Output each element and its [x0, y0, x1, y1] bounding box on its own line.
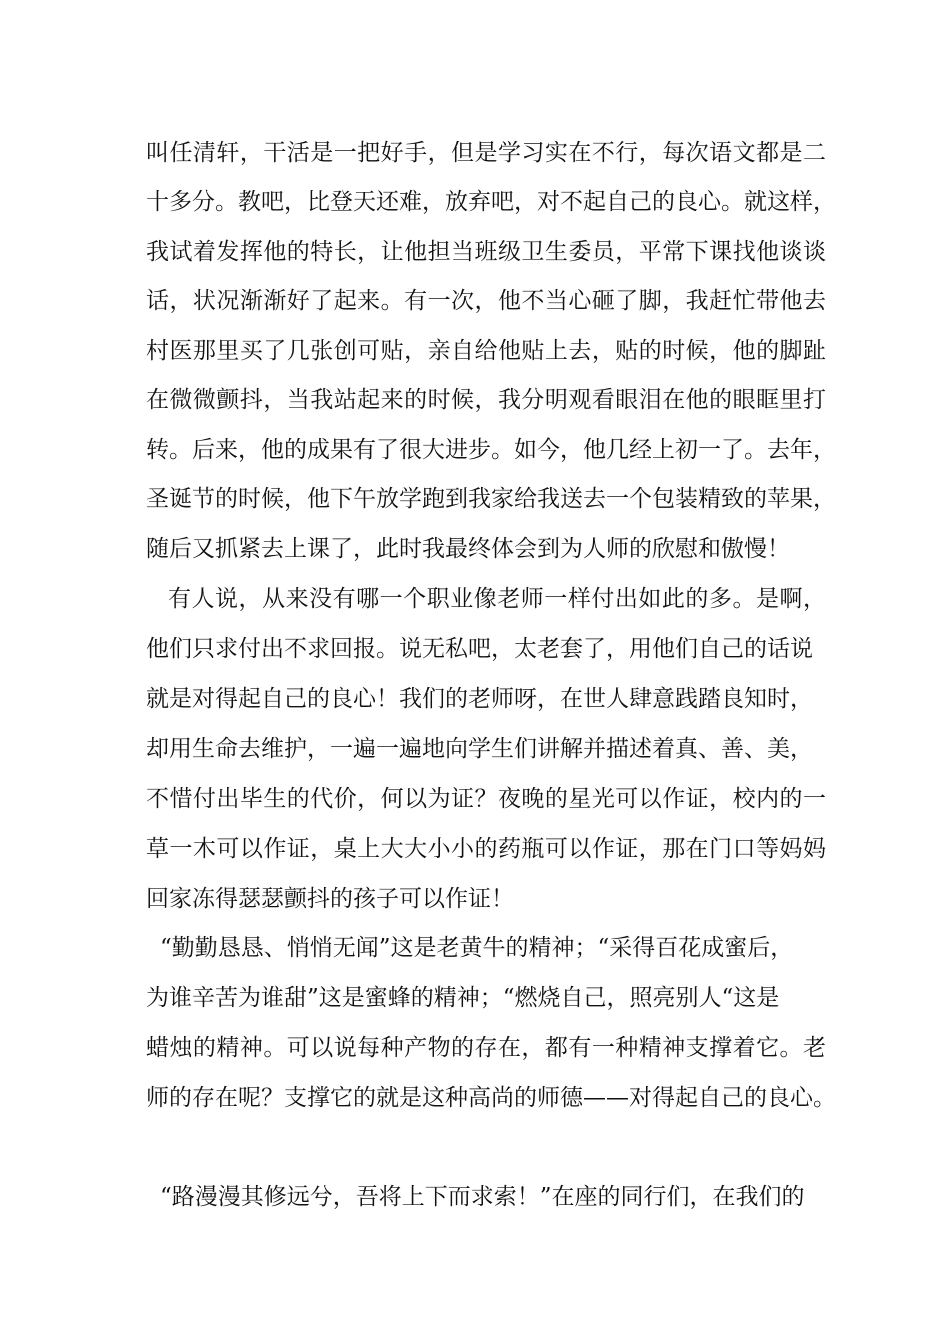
text-line-16: 回家冻得瑟瑟颤抖的孩子可以作证！: [146, 886, 514, 912]
text-line-18: 为谁辛苦为谁甜”这是蜜蜂的精神；“燃烧自己，照亮别人“这是: [146, 985, 780, 1011]
text-line-12: 就是对得起自己的良心！我们的老师呀，在世人肆意践踏良知时，: [146, 686, 813, 712]
text-line-1: 叫任清轩，干活是一把好手，但是学习实在不行，每次语文都是二: [146, 140, 826, 166]
text-line-3: 我试着发挥他的特长，让他担当班级卫生委员，平常下课找他谈谈: [146, 239, 826, 265]
text-line-8: 圣诞节的时候，他下午放学跑到我家给我送去一个包装精致的苹果，: [146, 486, 836, 512]
text-line-21: “路漫漫其修远兮，吾将上下而求索！”在座的同行们，在我们的: [160, 1184, 805, 1210]
text-line-7: 转。后来，他的成果有了很大进步。如今，他几经上初一了。去年，: [146, 437, 836, 463]
text-line-14: 不惜付出毕生的代价，何以为证？夜晚的星光可以作证，校内的一: [146, 786, 826, 812]
text-line-19: 蜡烛的精神。可以说每种产物的存在，都有一种精神支撑着它。老: [146, 1035, 826, 1061]
text-line-11: 他们只求付出不求回报。说无私吧，太老套了，用他们自己的话说: [146, 636, 813, 662]
text-line-6: 在微微颤抖，当我站起来的时候，我分明观看眼泪在他的眼眶里打: [146, 387, 826, 413]
text-line-2: 十多分。教吧，比登天还难，放弃吧，对不起自己的良心。就这样，: [146, 189, 836, 215]
text-line-4: 话，状况渐渐好了起来。有一次，他不当心砸了脚，我赶忙带他去: [146, 288, 826, 314]
text-line-10: 有人说，从来没有哪一个职业像老师一样付出如此的多。是啊，: [168, 586, 826, 612]
text-line-15: 草一木可以作证，桌上大大小小的药瓶可以作证，那在门口等妈妈: [146, 836, 826, 862]
text-line-17: “勤勤恳恳、悄悄无闻”这是老黄牛的精神；“采得百花成蜜后，: [160, 935, 794, 961]
text-line-13: 却用生命去维护，一遍一遍地向学生们讲解并描述着真、善、美，: [146, 736, 813, 762]
text-line-9: 随后又抓紧去上课了，此时我最终体会到为人师的欣慰和傲慢！: [146, 536, 790, 562]
text-line-5: 村医那里买了几张创可贴，亲自给他贴上去，贴的时候，他的脚趾: [146, 338, 826, 364]
text-line-20: 师的存在呢？支撑它的就是这种高尚的师德——对得起自己的良心。: [146, 1085, 836, 1111]
